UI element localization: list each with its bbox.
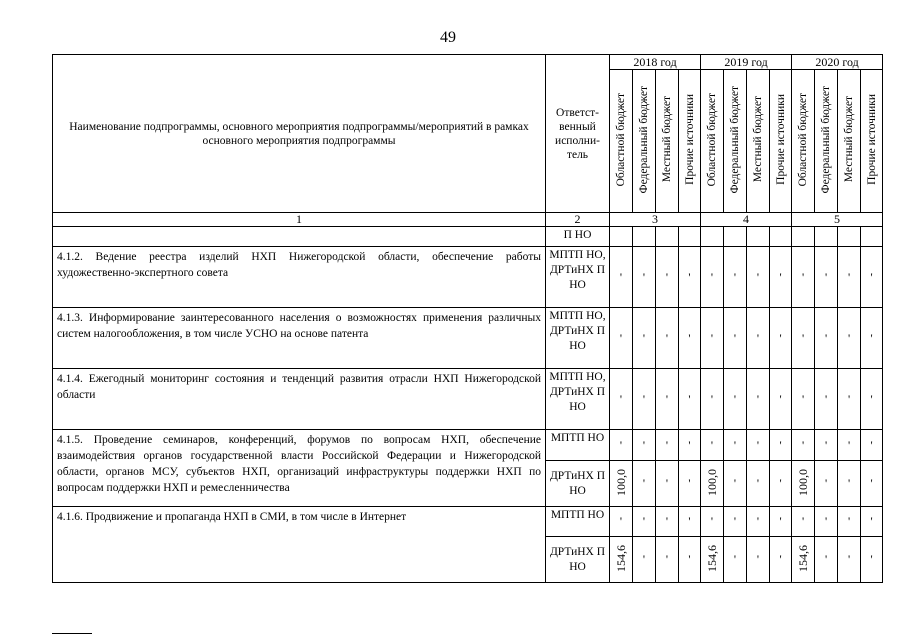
- source-label: Местный бюджет: [661, 96, 673, 183]
- name-column-header: Наименование подпрограммы, основного мероприятия подпрограммы/мероприятий в рамках основного мероприятия подпрограммы: [53, 55, 546, 213]
- dot-cell: ': [815, 247, 838, 308]
- index-cell: 4: [701, 213, 792, 227]
- dot-cell: ': [724, 430, 747, 461]
- responsible-cell: МПТП НО: [546, 507, 610, 537]
- year-2018-header: 2018 год: [610, 55, 701, 70]
- source-label: Областной бюджет: [615, 92, 627, 187]
- responsible-cell: ДРТиНХ П НО: [546, 461, 610, 507]
- value-label: 100,0: [613, 468, 628, 496]
- table-row: [53, 247, 883, 308]
- table-row: [53, 430, 883, 461]
- dot-cell: ': [724, 537, 747, 583]
- source-header: [747, 70, 770, 213]
- value-label: 154,6: [795, 544, 810, 572]
- source-label: Прочие источники: [865, 94, 878, 185]
- dot-cell: ': [838, 308, 861, 369]
- dot-cell: ': [633, 308, 656, 369]
- item-description: 4.1.2. Ведение реестра изделий НХП Нижегородской области, обеспечение работы художественно-экспертного совета: [53, 247, 546, 308]
- source-label: Областной бюджет: [797, 92, 810, 187]
- value-cell: [701, 537, 724, 583]
- dot-cell: ': [770, 369, 792, 430]
- dot-cell: ': [770, 308, 792, 369]
- index-cell: 3: [610, 213, 701, 227]
- dot-cell: ': [747, 507, 770, 537]
- dot-cell: ': [656, 369, 679, 430]
- table-row: [53, 308, 883, 369]
- source-header: [701, 70, 724, 213]
- table-row: [53, 369, 883, 430]
- value-cell: [792, 461, 815, 507]
- dot-cell: ': [679, 308, 701, 369]
- responsible-cell: МПТП НО, ДРТиНХ П НО: [546, 247, 610, 308]
- year-2019-header: 2019 год: [701, 55, 792, 70]
- dot-cell: ': [633, 507, 656, 537]
- dot-cell: ': [747, 461, 770, 507]
- dot-cell: ': [724, 247, 747, 308]
- dot-cell: ': [610, 430, 633, 461]
- dot-cell: ': [701, 308, 724, 369]
- index-cell: 1: [53, 213, 546, 227]
- dot-cell: ': [770, 430, 792, 461]
- dot-cell: ': [815, 461, 838, 507]
- dot-cell: ': [656, 461, 679, 507]
- dot-cell: ': [633, 369, 656, 430]
- dot-cell: ': [838, 247, 861, 308]
- dot-cell: ': [792, 507, 815, 537]
- source-label: Прочие источники: [683, 94, 696, 185]
- value-cell: [792, 537, 815, 583]
- source-header: [770, 70, 792, 213]
- responsible-cell: МПТП НО: [546, 430, 610, 461]
- dot-cell: ': [770, 461, 792, 507]
- item-description: 4.1.3. Информирование заинтересованного населения о возможностях применения различных систем налогообложения, в том числе УСНО на основе патента: [53, 308, 546, 369]
- dot-cell: ': [633, 247, 656, 308]
- dot-cell: ': [747, 537, 770, 583]
- dot-cell: ': [770, 537, 792, 583]
- dot-cell: ': [747, 369, 770, 430]
- dot-cell: ': [792, 308, 815, 369]
- program-table: [52, 54, 883, 583]
- source-header: [792, 70, 815, 213]
- dot-cell: ': [815, 537, 838, 583]
- dot-cell: ': [633, 537, 656, 583]
- dot-cell: ': [679, 507, 701, 537]
- dot-cell: ': [815, 430, 838, 461]
- dot-cell: ': [861, 247, 883, 308]
- dot-cell: ': [633, 430, 656, 461]
- dot-cell: ': [770, 247, 792, 308]
- dot-cell: ': [838, 507, 861, 537]
- responsible-cell: ДРТиНХ П НО: [546, 537, 610, 583]
- dot-cell: ': [838, 537, 861, 583]
- responsible-cell: П НО: [546, 227, 610, 247]
- dot-cell: ': [656, 430, 679, 461]
- value-cell: [701, 461, 724, 507]
- source-label: Федеральный бюджет: [638, 85, 650, 194]
- dot-cell: ': [610, 369, 633, 430]
- page-number: 49: [440, 29, 456, 46]
- dot-cell: ': [679, 461, 701, 507]
- responsible-cell: МПТП НО, ДРТиНХ П НО: [546, 308, 610, 369]
- dot-cell: ': [861, 537, 883, 583]
- source-header: [838, 70, 861, 213]
- responsible-column-header: Ответст-венный исполни-тель: [546, 55, 610, 213]
- dot-cell: ': [610, 308, 633, 369]
- source-label: Федеральный бюджет: [729, 85, 742, 194]
- value-label: 154,6: [613, 544, 628, 572]
- dot-cell: ': [679, 369, 701, 430]
- source-header: [656, 70, 679, 213]
- source-label: Прочие источники: [774, 94, 787, 185]
- dot-cell: ': [861, 308, 883, 369]
- dot-cell: ': [724, 308, 747, 369]
- source-label: Федеральный бюджет: [820, 85, 833, 194]
- year-2020-header: 2020 год: [792, 55, 883, 70]
- dot-cell: ': [815, 369, 838, 430]
- dot-cell: ': [861, 461, 883, 507]
- dot-cell: ': [656, 308, 679, 369]
- dot-cell: ': [701, 507, 724, 537]
- index-cell: 5: [792, 213, 883, 227]
- item-description: 4.1.4. Ежегодный мониторинг состояния и тенденций развития отрасли НХП Нижегородской области: [53, 369, 546, 430]
- dot-cell: ': [656, 247, 679, 308]
- source-header: [724, 70, 747, 213]
- dot-cell: ': [770, 507, 792, 537]
- source-header: [633, 70, 656, 213]
- value-label: 154,6: [704, 544, 719, 572]
- dot-cell: ': [724, 507, 747, 537]
- index-cell: 2: [546, 213, 610, 227]
- dot-cell: ': [701, 430, 724, 461]
- footer-divider: [52, 633, 92, 634]
- dot-cell: ': [792, 369, 815, 430]
- dot-cell: ': [747, 247, 770, 308]
- responsible-cell: МПТП НО, ДРТиНХ П НО: [546, 369, 610, 430]
- source-label: Местный бюджет: [752, 96, 765, 183]
- dot-cell: ': [861, 507, 883, 537]
- dot-cell: ': [815, 507, 838, 537]
- dot-cell: ': [838, 461, 861, 507]
- value-label: 100,0: [704, 468, 719, 496]
- item-description: 4.1.6. Продвижение и пропаганда НХП в СМИ, в том числе в Интернет: [53, 507, 546, 583]
- value-cell: [610, 537, 633, 583]
- dot-cell: ': [724, 369, 747, 430]
- dot-cell: ': [610, 507, 633, 537]
- value-label: 100,0: [795, 468, 810, 496]
- dot-cell: ': [861, 369, 883, 430]
- item-description: 4.1.5. Проведение семинаров, конференций, форумов по вопросам НХП, обеспечение взаимодействия органов государственной власти Российской Федерации и Нижегородской области, органов МСУ, субъектов НХП, организаций инфраструктуры поддержки НХП по вопросам поддержки НХП и ремесленничества: [53, 430, 546, 507]
- dot-cell: ': [610, 247, 633, 308]
- dot-cell: ': [701, 369, 724, 430]
- dot-cell: ': [724, 461, 747, 507]
- dot-cell: ': [679, 247, 701, 308]
- index-row: [53, 213, 883, 227]
- dot-cell: ': [747, 430, 770, 461]
- header-row-years: [53, 55, 883, 70]
- dot-cell: ': [792, 430, 815, 461]
- dot-cell: ': [838, 430, 861, 461]
- dot-cell: ': [679, 537, 701, 583]
- value-cell: [610, 461, 633, 507]
- table-row: [53, 507, 883, 537]
- dot-cell: ': [815, 308, 838, 369]
- dot-cell: ': [656, 537, 679, 583]
- source-header: [861, 70, 883, 213]
- source-label: Местный бюджет: [843, 96, 856, 183]
- dot-cell: ': [838, 369, 861, 430]
- source-header: [815, 70, 838, 213]
- dot-cell: ': [656, 507, 679, 537]
- dot-cell: ': [747, 308, 770, 369]
- dot-cell: ': [679, 430, 701, 461]
- source-header: [610, 70, 633, 213]
- continuation-row: [53, 227, 883, 247]
- dot-cell: ': [861, 430, 883, 461]
- source-header: [679, 70, 701, 213]
- dot-cell: ': [701, 247, 724, 308]
- dot-cell: ': [633, 461, 656, 507]
- dot-cell: ': [792, 247, 815, 308]
- empty-cell: [53, 227, 546, 247]
- source-label: Областной бюджет: [706, 92, 719, 187]
